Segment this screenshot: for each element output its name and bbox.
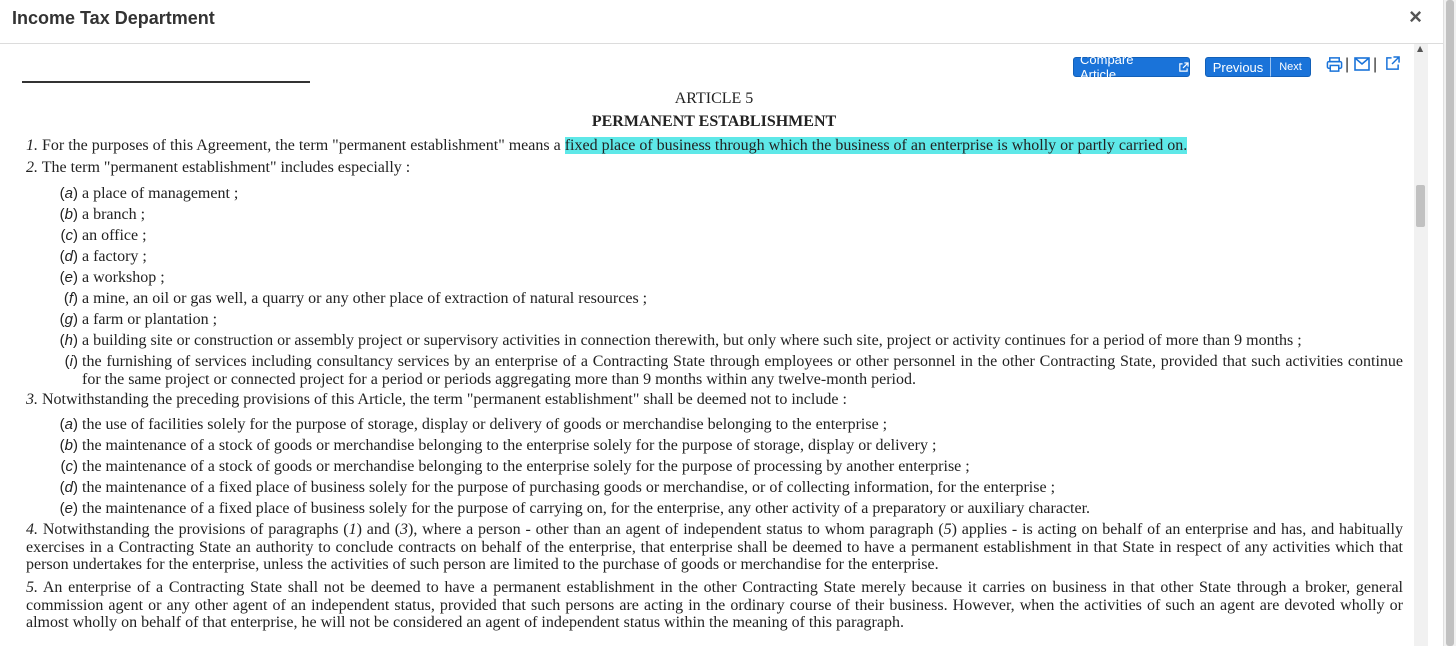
external-link-icon[interactable] — [1385, 56, 1400, 71]
list-item: (a) a place of management ; — [59, 185, 239, 202]
list-item: (f) a mine, an oil or gas well, a quarry or any other place of extraction of natural resources ; — [63, 290, 648, 307]
article-title: PERMANENT ESTABLISHMENT — [591, 113, 837, 130]
list-item: (h) a building site or construction or assembly project or supervisory activities in connection therewith, but only where such site, project or activity continues for a period of more than 9 months ; — [59, 332, 1302, 349]
mail-icon[interactable] — [1354, 56, 1370, 72]
toolbar-separator: | — [1373, 56, 1378, 73]
article-number: ARTICLE 5 — [674, 90, 754, 107]
compare-article-label: Compare Article — [1080, 52, 1134, 82]
header-rule — [22, 81, 310, 83]
paragraph-number: 3. — [26, 391, 38, 408]
list-item: (c) the maintenance of a stock of goods or merchandise belonging to the enterprise solely for the purpose of processing by another enterprise ; — [60, 458, 970, 475]
paragraph-number: 2. — [26, 159, 38, 176]
paragraph-number: 5. — [26, 579, 38, 596]
previous-button[interactable]: Previous — [1205, 57, 1271, 77]
title-bar — [0, 0, 1444, 44]
content-scrollbar-thumb[interactable] — [1416, 185, 1425, 227]
next-button[interactable]: Next — [1270, 57, 1311, 77]
list-item: (g) a farm or plantation ; — [59, 311, 218, 328]
outer-scrollbar[interactable] — [1443, 0, 1456, 646]
external-link-icon — [1178, 62, 1189, 73]
paragraph-2 — [26, 159, 1403, 177]
print-icon[interactable] — [1326, 56, 1343, 73]
list-item: (e) a workshop ; — [59, 269, 165, 286]
compare-article-button[interactable] — [1073, 52, 1190, 82]
paragraph-3 — [26, 391, 1403, 409]
close-icon[interactable]: × — [1409, 4, 1422, 29]
chevron-up-icon[interactable]: ▲ — [1417, 44, 1424, 53]
list-item: (a) the use of facilities solely for the purpose of storage, display or delivery of goods or merchandise belonging to the enterprise ; — [59, 416, 888, 433]
list-item: (d) a factory ; — [59, 248, 147, 265]
list-item: (e) the maintenance of a fixed place of business solely for the purpose of carrying on, for the enterprise, any other activity of a preparatory or auxiliary character. — [59, 500, 1091, 517]
paragraph-1 — [26, 137, 1403, 155]
toolbar-separator: | — [1345, 56, 1350, 73]
list-item: (c) an office ; — [60, 227, 147, 244]
outer-scrollbar-thumb[interactable] — [1446, 0, 1454, 646]
paragraph-4: 4. Notwithstanding the provisions of paragraphs (1) and (3), where a person - other than an agent of independent status to whom paragraph (5) applies - is acting on behalf of an enterprise and has, and habitually exercises in a Contracting State an authority to conclude contracts on behalf of the enterprise, that enterprise shall be deemed to have a permanent establishment in that State in respect of any activities which that person undertakes for the enterprise, unless the activities of such person are limited to the purchase of goods or merchandise for the enterprise. — [26, 521, 1404, 573]
window-title: Income Tax Department — [12, 8, 215, 28]
paragraph-text: For the purposes of this Agreement, the term "permanent establishment" means a — [42, 137, 565, 154]
list-item: (d) the maintenance of a fixed place of business solely for the purpose of purchasing goods or merchandise, or of collecting information, for the enterprise ; — [59, 479, 1056, 496]
list-item: (b) the maintenance of a stock of goods or merchandise belonging to the enterprise solely for the purpose of storage, display or delivery ; — [59, 437, 937, 454]
paragraph-number: 1. — [26, 137, 38, 154]
paragraph-number: 4. — [26, 521, 38, 538]
paragraph-text: An enterprise of a Contracting State shall not be deemed to have a permanent establishment in the other Contracting State merely because it carries on business in that other State through a broker, general commission agent or any other agent of an independent status, provided that such persons are acting in the ordinary course of their business. However, when the activities of such an agent are devoted wholly or almost wholly on behalf of that enterprise, he will not be considered an agent of independent status within the meaning of this paragraph. — [26, 579, 1403, 631]
paragraph-text: The term "permanent establishment" includes especially : — [41, 159, 411, 176]
paragraph-text: Notwithstanding the preceding provisions of this Article, the term "permanent establishment" shall be deemed not to include : — [42, 391, 847, 408]
document-viewer — [0, 44, 1414, 646]
paragraph-5 — [26, 579, 1403, 632]
list-item: (i) the furnishing of services including consultancy services by an enterprise of a Contracting State through employees or other personnel in the other Contracting State, provided that such activities continue for the same project or connected project for a period or periods aggregating more than 9 months within any twelve-month period. — [64, 353, 1403, 388]
highlighted-text: fixed place of business through which the business of an enterprise is wholly or partly carried on. — [564, 137, 1188, 154]
content-scrollbar[interactable] — [1414, 44, 1428, 646]
list-item: (b) a branch ; — [59, 206, 146, 223]
